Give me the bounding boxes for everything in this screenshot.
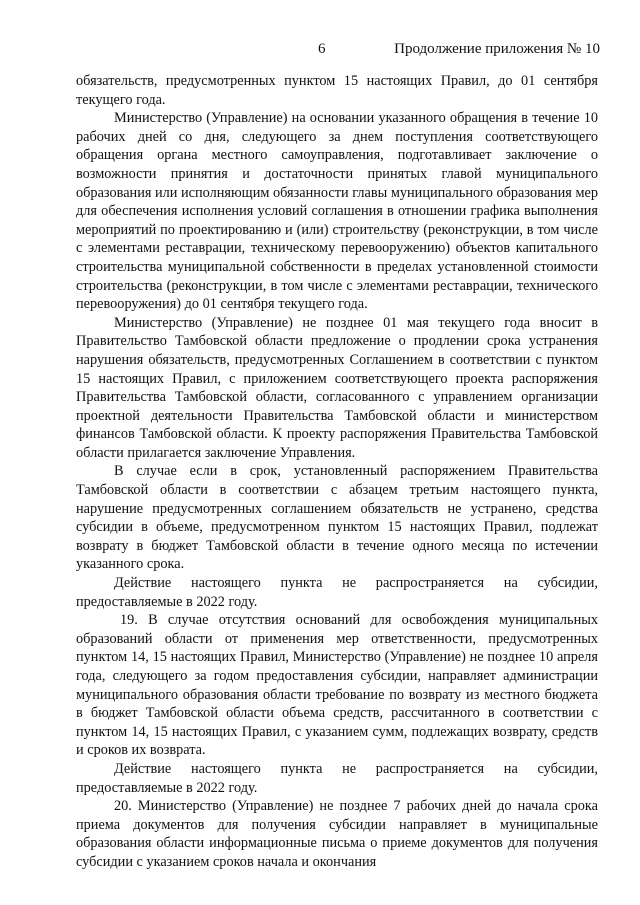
paragraph: 19. В случае отсутствия оснований для освобождения муниципальных образований области от применения мер ответственности, предусмотренных пунктом 14, 15 настоящих Правил, Министерство (Управление) не позднее 10 апреля года, следующего за годом предоставления субсидии, направляет администрации муниципального образования области требование по возврату из местного бюджета в бюджет Тамбовской области объема средств, рассчитанного в соответствии с пунктом 14, 15 настоящих Правил, с указанием сумм, подлежащих возврату, средств и сроков их возврата. bbox=[76, 612, 598, 759]
appendix-continuation-label: Продолжение приложения № 10 bbox=[394, 41, 600, 57]
paragraph: обязательств, предусмотренных пунктом 15 настоящих Правил, до 01 сентября текущего года. bbox=[76, 73, 598, 108]
paragraph: Министерство (Управление) на основании указанного обращения в течение 10 рабочих дней со дня, следующего за днем поступления соответствующего обращения органа местного самоуправления, подготавливает заключение о возможности принятия и достаточности принятых главой муниципального образования или исполняющим обязанности главы муниципального образования мер для обеспечения исполнения условий соглашения в отношении графика выполнения мероприятий по проектированию и (или) строительству (реконструкции, в том числе с элементами реставрации, техническому перевооружению) объектов капитального строительства муниципальной собственности в пределах установленной стоимости строительства (реконструкции, в том числе с элементами реставрации, технического перевооружения) до 01 сентября текущего года. bbox=[76, 110, 598, 313]
paragraph: 20. Министерство (Управление) не позднее 7 рабочих дней до начала срока приема документов для получения субсидии направляет в муниципальные образования области информационные письма о приеме документов для получения субсидии с указанием сроков начала и окончания bbox=[76, 798, 598, 870]
paragraph: Действие настоящего пункта не распространяется на субсидии, предоставляемые в 2022 году. bbox=[76, 575, 598, 610]
paragraph: Действие настоящего пункта не распространяется на субсидии, предоставляемые в 2022 году. bbox=[76, 760, 598, 796]
body-text bbox=[76, 72, 598, 872]
paragraph: Министерство (Управление) не позднее 01 мая текущего года вносит в Правительство Тамбовской области предложение о продлении срока устранения нарушения обязательств, предусмотренных Соглашением в соответствии с пунктом 15 настоящих Правил, с приложением соответствующего проекта распоряжения Правительства Тамбовской области, согласованного с управлением организации проектной деятельности Правительства Тамбовской области и министерством финансов Тамбовской области. К проекту распоряжения Правительства Тамбовской области прилагается заключение Управления. bbox=[76, 314, 598, 461]
page-number: 6 bbox=[318, 41, 326, 57]
paragraph: В случае если в срок, установленный распоряжением Правительства Тамбовской области в соответствии с абзацем третьим настоящего пункта, нарушение предусмотренных соглашением обязательств не устранено, средства субсидии в объеме, предусмотренном пунктом 15 настоящих Правил, подлежат возврату в бюджет Тамбовской области в течение одного месяца по истечении указанного срока. bbox=[76, 463, 598, 573]
